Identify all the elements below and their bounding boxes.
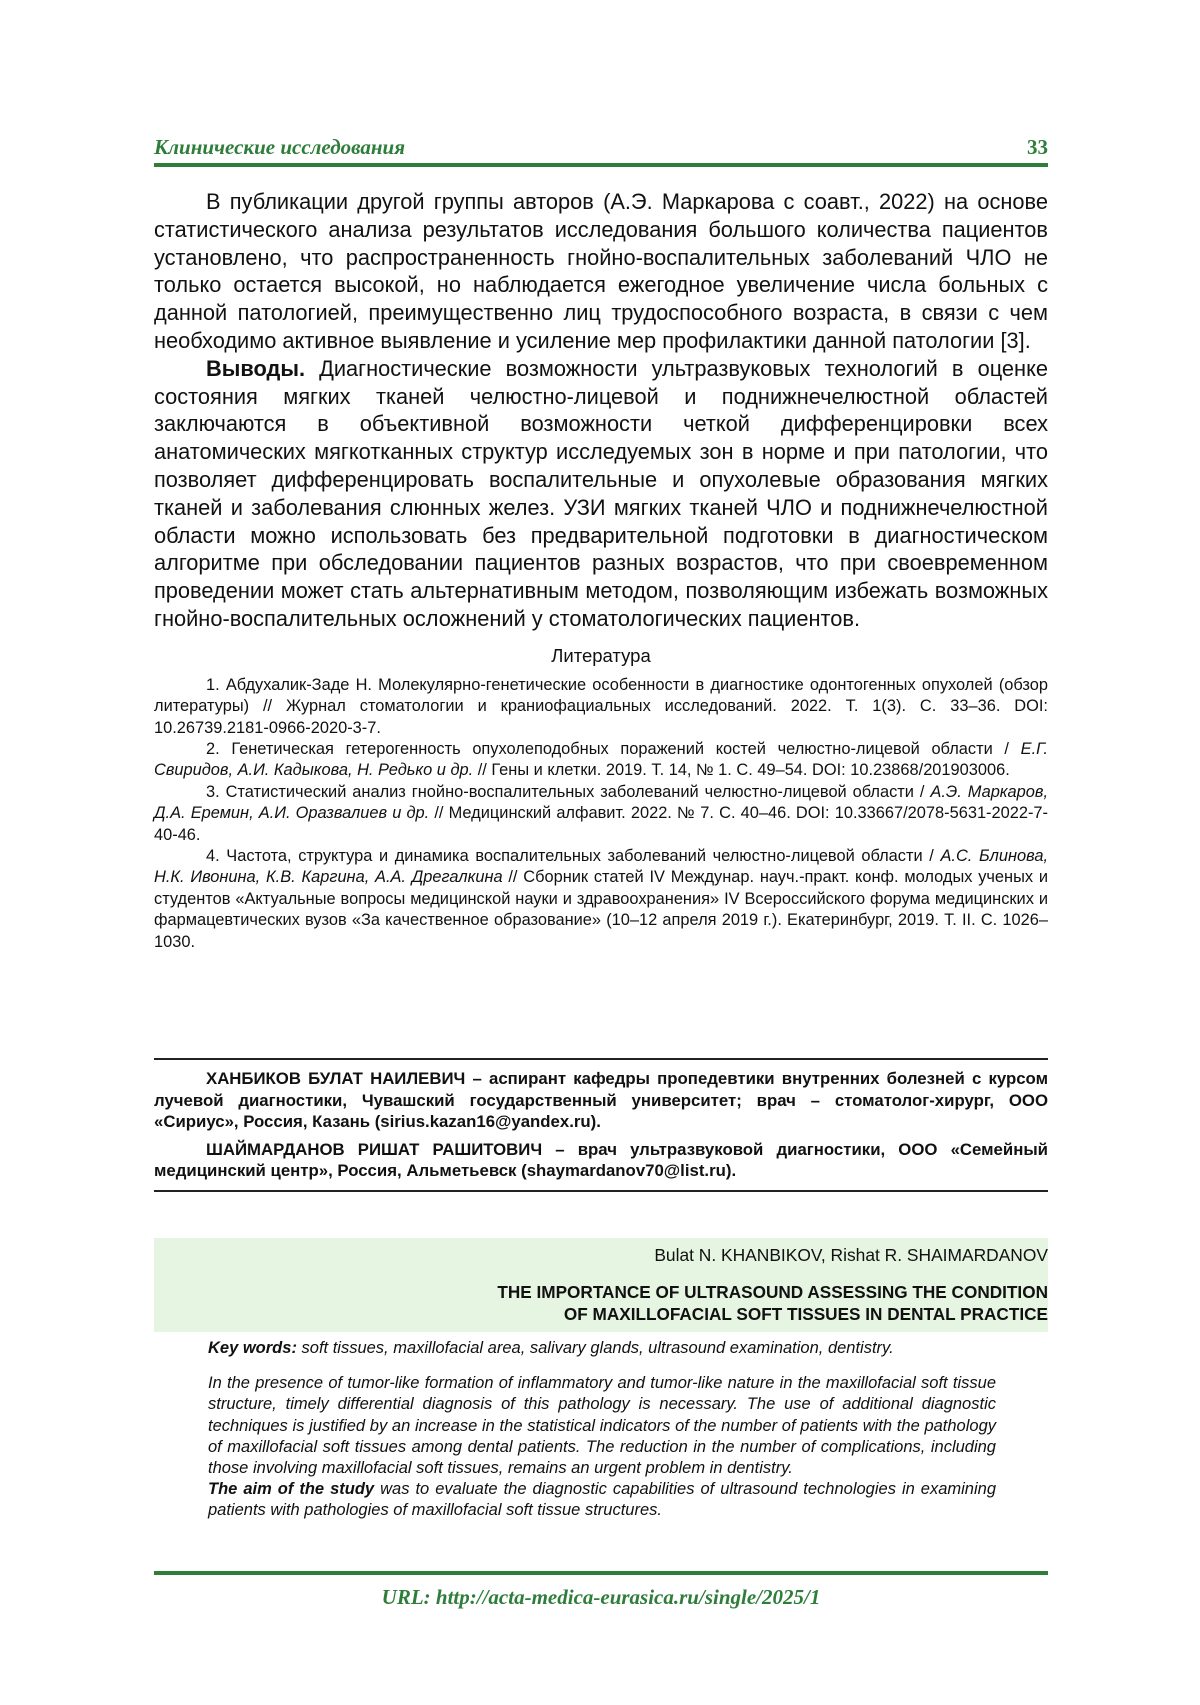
body-paragraph: В публикации другой группы авторов (А.Э. Маркарова с соавт., 2022) на основе статистического анализа результатов исследования большого количества пациентов установлено, что распространенность гнойно-воспалительных заболеваний ЧЛО не только остается высокой, но наблюдается ежегодное увеличение числа больных с данной патологией, преимущественно лиц трудоспособного возраста, в связи с чем необходимо активное выявление и усиление мер профилактики данной патологии [3]. xyxy=(154,189,1048,353)
aim-paragraph xyxy=(208,1479,996,1521)
references-title: Литература xyxy=(551,644,651,666)
reference-item: 1. Абдухалик-Заде Н. Молекулярно-генетические особенности в диагностике одонтогенных опухолей (обзор литературы) // Журнал стоматологии и краниофациальных исследований. 2022. Т. 1(3). С. 33–36. DOI: 10.26739.2181-0966-2020-3-7. xyxy=(154,675,1048,737)
english-authors: Bulat N. KHANBIKOV, Rishat R. SHAIMARDANOV xyxy=(654,1245,1048,1265)
reference-text: 2. Генетическая гетерогенность опухолеподобных поражений костей челюстно-лицевой области / xyxy=(206,739,1021,758)
reference-item xyxy=(154,739,1048,782)
conclusions-paragraph xyxy=(154,355,1048,633)
reference-text: 3. Статистический анализ гнойно-воспалительных заболеваний челюстно-лицевой области / xyxy=(206,782,931,801)
author-entry: ХАНБИКОВ БУЛАТ НАИЛЕВИЧ – аспирант кафедры пропедевтики внутренних болезней с курсом лучевой диагностики, Чувашский государственный университет; врач – стоматолог-хирург, ООО «Сириус», Россия, Казань (sirius.kazan16@yandex.ru). xyxy=(154,1069,1048,1132)
abstract-text: In the presence of tumor-like formation of inflammatory and tumor-like nature in the maxillofacial soft tissue structure, timely differential diagnosis of this pathology is necessary. The use of additional diagnostic techniques is justified by an increase in the statistical indicators of the number of patients with the pathology of maxillofacial soft tissues among dental patients. The reduction in the number of complications, including those involving maxillofacial soft tissues, remains an urgent problem in dentistry. xyxy=(208,1374,996,1478)
journal-url: URL: http://acta-medica-eurasica.ru/single/2025/1 xyxy=(381,1585,821,1609)
article-body xyxy=(154,188,1048,953)
reference-text: // Медицинский алфавит. 2022. № 7. С. 40–46. DOI: 10.33667/2078-5631-2022-7-40-46. xyxy=(154,804,1049,844)
english-abstract xyxy=(208,1338,996,1522)
author-entry: ШАЙМАРДАНОВ РИШАТ РАШИТОВИЧ – врач ультразвуковой диагностики, ООО «Семейный медицинский центр», Россия, Альметьевск (shaymardanov70@list.ru). xyxy=(154,1139,1048,1181)
english-header xyxy=(154,1238,1048,1332)
english-title-line: THE IMPORTANCE OF ULTRASOUND ASSESSING THE CONDITION xyxy=(497,1282,1048,1302)
footer-url xyxy=(154,1571,1048,1610)
aim-label: The aim of the study xyxy=(208,1480,375,1499)
section-title: Клинические исследования xyxy=(154,135,406,159)
english-title xyxy=(154,1281,1048,1326)
keywords-text: soft tissues, maxillofacial area, salivary glands, ultrasound examination, dentistry. xyxy=(296,1339,894,1357)
conclusions-text: Диагностические возможности ультразвуковых технологий в оценке состояния мягких тканей челюстно-лицевой и поднижнечелюстной областей заключаются в объективной возможности четкой дифференцировки всех анатомических мягкотканных структур исследуемых зон в норме и при патологии, что позволяет дифференцировать воспалительные и опухолевые образования мягких тканей и заболевания слюнных желез. УЗИ мягких тканей ЧЛО и поднижнечелюстной области можно использовать без предварительной подготовки в диагностическом алгоритме при обследовании пациентов разных возрастов, что при своевременном проведении может стать альтернативным методом, позволяющим избежать возможных гнойно-воспалительных осложнений у стоматологических пациентов. xyxy=(154,355,1048,631)
keywords xyxy=(208,1338,996,1359)
running-header xyxy=(154,128,1048,167)
keywords-label: Key words: xyxy=(208,1339,297,1357)
english-title-line: OF MAXILLOFACIAL SOFT TISSUES IN DENTAL PRACTICE xyxy=(563,1304,1048,1325)
reference-item xyxy=(154,782,1048,846)
references-list xyxy=(154,675,1048,953)
author-info xyxy=(154,1058,1048,1192)
reference-authors: А.Э. Маркаров, Д.А. Еремин, А.И. Оразвалиев и др. xyxy=(154,782,1049,823)
reference-item xyxy=(154,846,1048,953)
reference-text: // Сборник статей IV Междунар. науч.-практ. конф. молодых ученых и студентов «Актуальные вопросы медицинской науки и здравоохранения» IV Всероссийского форума медицинских и фармацевтических вузов «За качественное образование» (10–12 апреля 2019 г.). Екатеринбург, 2019. Т. II. С. 1026–1030. xyxy=(154,868,1048,951)
page-number: 33 xyxy=(1027,135,1048,159)
reference-authors: А.С. Блинова, Н.К. Ивонина, К.В. Каргина, А.А. Дрегалкина xyxy=(154,847,1048,887)
reference-text: 4. Частота, структура и динамика воспалительных заболеваний челюстно-лицевой области / xyxy=(206,847,941,865)
conclusions-label: Выводы. xyxy=(206,355,306,381)
reference-text: // Гены и клетки. 2019. Т. 14, № 1. С. 49–54. DOI: 10.23868/201903006. xyxy=(473,761,1010,780)
reference-authors: Е.Г. Свиридов, А.И. Кадыкова, Н. Редько и др. xyxy=(154,739,1048,780)
aim-text: was to evaluate the diagnostic capabilities of ultrasound technologies in examining patients with pathologies of maxillofacial soft tissue structures. xyxy=(208,1480,996,1520)
